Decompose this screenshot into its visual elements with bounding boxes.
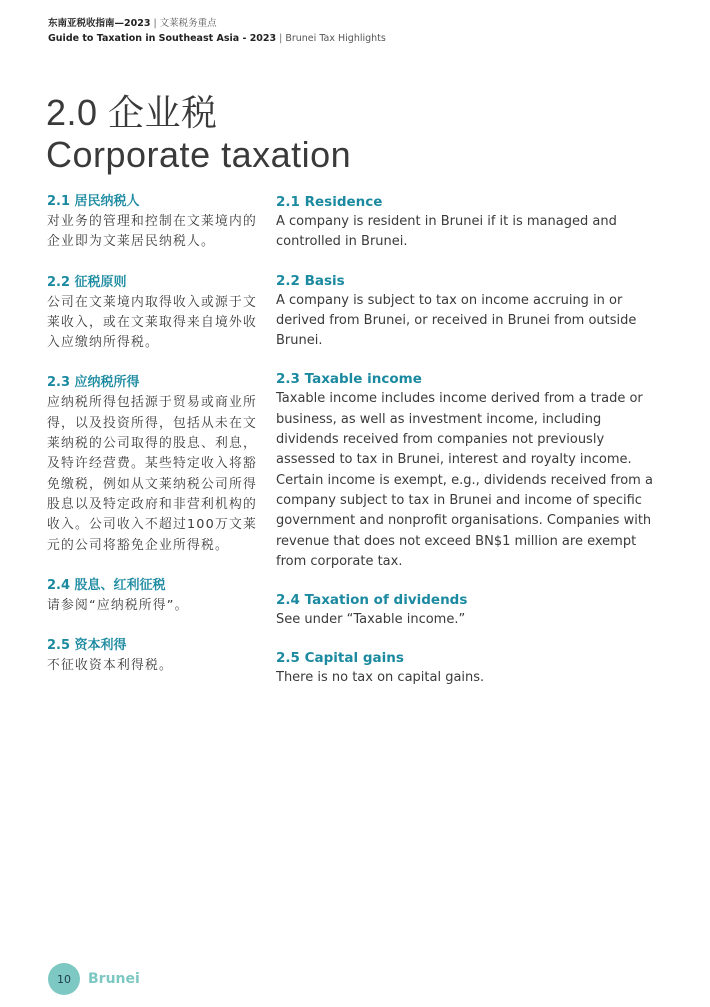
page-title-en: Corporate taxation (46, 134, 352, 175)
header-separator: | (153, 18, 157, 29)
header-zh-line (48, 16, 668, 31)
english-column (276, 192, 656, 707)
running-header (48, 16, 668, 46)
header-separator: | (279, 33, 283, 44)
header-en-title: Guide to Taxation in Southeast Asia - 2023 (48, 33, 277, 44)
section-dividends-en (276, 590, 656, 630)
section-body: See under “Taxable income.” (276, 612, 466, 628)
section-heading: 2.2 Basis (276, 272, 345, 289)
section-heading: 2.3 Taxable income (276, 371, 422, 388)
page-title-zh: 2.0 企业税 (46, 92, 218, 133)
section-body: A company is subject to tax on income accruing in or derived from Brunei, or received in Brunei from outside Brunei. (276, 292, 637, 349)
footer-country-label: Brunei (88, 971, 140, 987)
section-body: 不征收资本利得税。 (47, 658, 173, 674)
section-heading: 2.1 Residence (276, 194, 383, 210)
section-body: 公司在文莱境内取得收入或源于文莱收入，或在文莱取得来自境外收入应缴纳所得税。 (47, 294, 257, 351)
section-body: 对业务的管理和控制在文莱境内的企业即为文莱居民纳税人。 (47, 214, 257, 250)
section-taxable-income-en (276, 369, 656, 572)
page-footer (48, 963, 140, 995)
section-residence-zh (47, 192, 257, 253)
section-taxable-income-zh (47, 373, 257, 555)
section-residence-en (276, 192, 656, 253)
section-basis-en (276, 271, 656, 352)
page-title (46, 92, 351, 176)
header-zh-title: 东南亚税收指南—2023 (48, 18, 151, 29)
chinese-column (47, 192, 257, 696)
section-body: There is no tax on capital gains. (276, 670, 485, 686)
section-heading: 2.4 Taxation of dividends (276, 592, 468, 609)
page-number-badge: 10 (48, 963, 80, 995)
section-heading: 2.4 股息、红利征税 (47, 577, 166, 593)
section-heading: 2.1 居民纳税人 (47, 194, 140, 209)
section-heading: 2.5 资本利得 (47, 638, 127, 654)
section-capital-gains-en (276, 648, 656, 688)
section-body: 应纳税所得包括源于贸易或商业所得，以及投资所得，包括从未在文莱纳税的公司取得的股息、利息，及特许经营费。某些特定收入将豁免缴税，例如从文莱纳税公司所得股息以及特定政府和非营利机构的收入。公司收入不超过100万文莱元的公司将豁免企业所得税。 (47, 395, 257, 553)
section-body: A company is resident in Brunei if it is managed and controlled in Brunei. (276, 214, 617, 250)
section-heading: 2.2 征税原则 (47, 274, 127, 290)
section-heading: 2.5 Capital gains (276, 650, 404, 667)
section-dividends-zh (47, 576, 257, 616)
section-heading: 2.3 应纳税所得 (47, 375, 140, 391)
header-zh-subtitle: 文莱税务重点 (159, 18, 217, 29)
header-en-line (48, 31, 668, 46)
section-capital-gains-zh (47, 636, 257, 676)
section-body: Taxable income includes income derived from a trade or business, as well as investment income, including dividends received from companies not previously assessed to tax in Brunei, interest and royalty income. Certain income is exempt, e.g., dividends received from a company subject to tax in Brunei and income of specific government and nonprofit organisations. Companies with revenue that does not exceed BN$1 million are exempt from corporate tax. (276, 391, 653, 569)
header-en-subtitle: Brunei Tax Highlights (285, 33, 386, 44)
section-basis-zh (47, 273, 257, 354)
section-body: 请参阅“应纳税所得”。 (47, 597, 189, 613)
